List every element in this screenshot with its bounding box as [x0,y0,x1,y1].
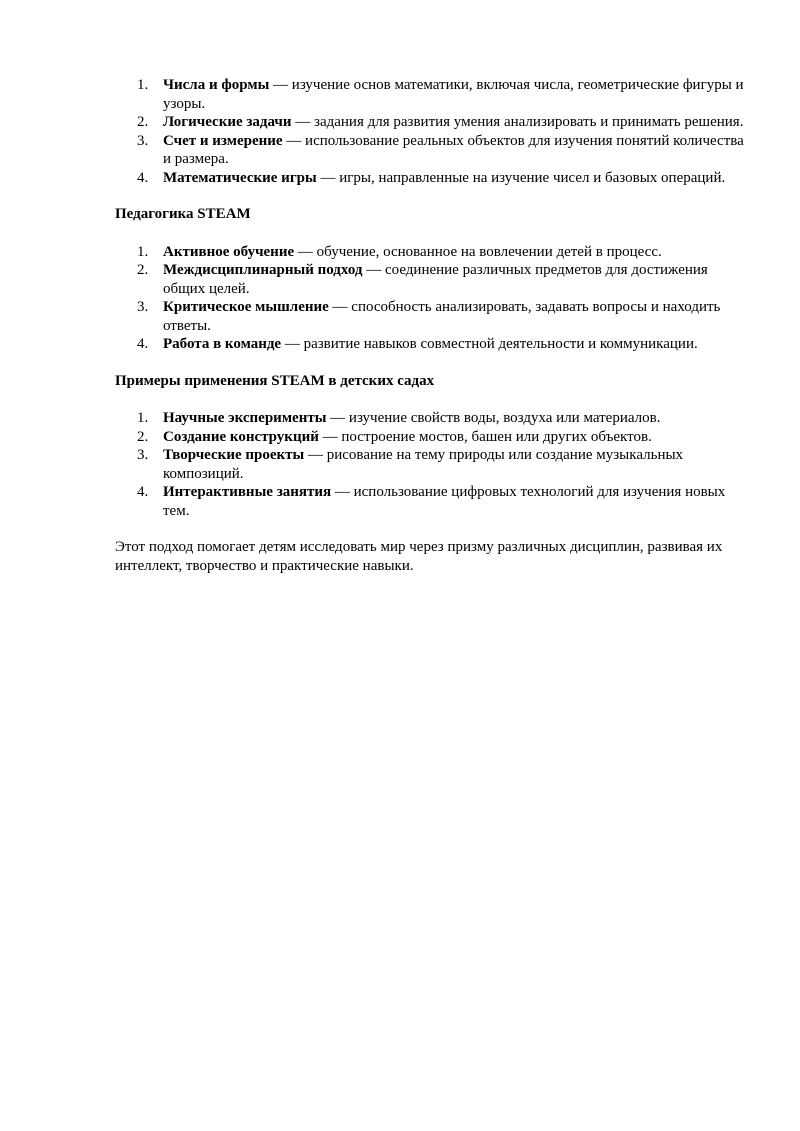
list-description: — изучение основ математики, включая числа, геометрические фигуры и узоры. [163,77,744,112]
list-number: 4. [137,336,149,352]
list-term: Творческие проекты [163,447,305,463]
list-term: Активное обучение [163,243,295,260]
closing-paragraph: Этот подход помогает детям исследовать мир через призму различных дисциплин, развивая их интеллект, творчество и практические навыки. [115,539,723,574]
list-term: Математические игры [163,169,317,186]
list-description: — обучение, основанное на вовлечении детей в процесс. [294,243,662,260]
list-term: Создание конструкций [163,428,319,445]
list-description: — соединение различных предметов для достижения общих целей. [163,262,708,297]
list-description: — задания для развития умения анализировать и принимать решения. [291,114,744,130]
list-description: — изучение свойств воды, воздуха или материалов. [326,410,661,426]
list-item [115,169,745,188]
list-item [115,446,745,483]
list-item [115,428,745,447]
list-number: 2. [137,114,149,130]
list-term: Междисциплинарный подход [163,262,363,278]
list-item [115,335,745,354]
list-number: 4. [137,169,149,186]
list-number: 4. [137,484,149,500]
math-topics-list [115,76,745,187]
list-number: 1. [137,410,149,426]
list-term: Научные эксперименты [163,410,327,426]
list-item [115,298,745,335]
list-item [115,483,745,520]
list-number: 2. [137,262,149,278]
list-description: — игры, направленные на изучение чисел и базовых операций. [316,169,726,186]
list-term: Счет и измерение [163,132,283,149]
list-description: — способность анализировать, задавать вопросы и находить ответы. [163,299,721,334]
list-term: Логические задачи [163,114,292,130]
document-content [115,76,745,575]
list-term: Работа в команде [163,336,282,352]
section-heading-pedagogy: Педагогика STEAM [115,206,251,222]
list-description: — использование цифровых технологий для изучения новых тем. [163,484,726,519]
list-item [115,243,745,262]
examples-list [115,409,745,520]
list-term: Критическое мышление [163,299,329,315]
list-term: Интерактивные занятия [163,484,332,500]
list-number: 1. [137,77,149,93]
list-description: — рисование на тему природы или создание музыкальных композиций. [163,447,684,482]
list-number: 3. [137,299,149,315]
list-number: 2. [137,428,149,445]
list-item [115,409,745,428]
section-heading-examples: Примеры применения STEAM в детских садах [115,372,435,389]
list-term: Числа и формы [163,77,270,93]
list-number: 1. [137,243,149,260]
list-item [115,76,745,113]
list-item [115,113,745,132]
list-item [115,261,745,298]
list-number: 3. [137,132,149,149]
list-item [115,132,745,169]
list-description: — построение мостов, башен или других объектов. [318,428,652,445]
pedagogy-list [115,243,745,354]
list-description: — использование реальных объектов для изучения понятий количества и размера. [163,132,744,167]
list-description: — развитие навыков совместной деятельности и коммуникации. [281,336,698,352]
list-number: 3. [137,447,149,463]
